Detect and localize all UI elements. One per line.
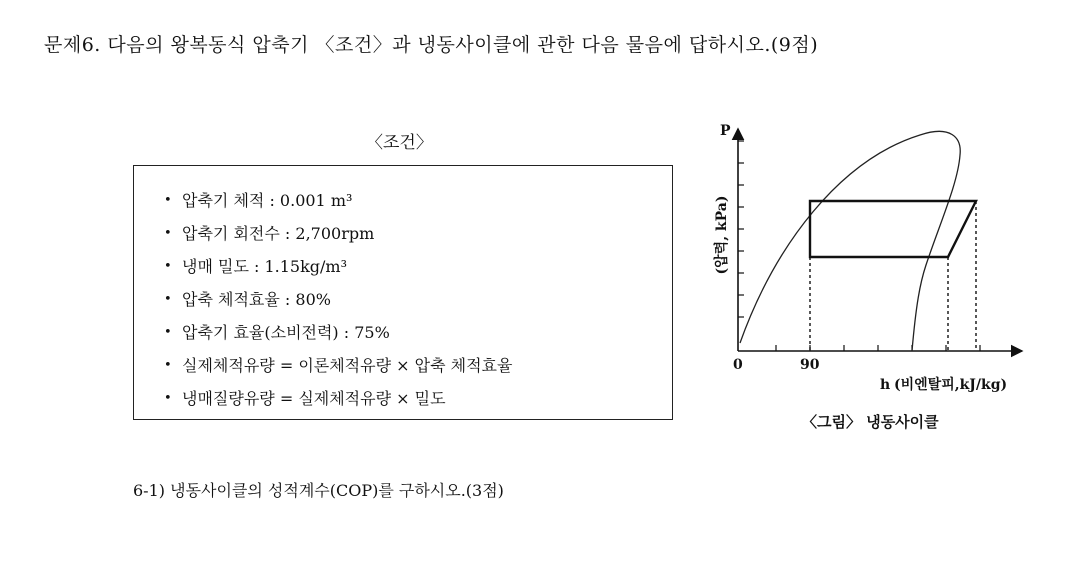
condition-text: 냉매 밀도 : 1.15kg/m³ bbox=[182, 257, 348, 276]
bullet-icon: • bbox=[164, 226, 172, 241]
condition-text: 냉매질량유량 = 실제체적유량 × 밀도 bbox=[182, 389, 446, 408]
y-axis-ticks bbox=[738, 141, 744, 317]
figure-caption: 〈그림〉 냉동사이클 bbox=[802, 413, 939, 431]
saturation-dome-curve bbox=[740, 131, 960, 351]
bullet-icon: • bbox=[164, 193, 172, 208]
condition-item bbox=[164, 316, 672, 349]
refrigeration-cycle-diagram bbox=[700, 115, 1040, 445]
bullet-icon: • bbox=[164, 391, 172, 406]
bullet-icon: • bbox=[164, 259, 172, 274]
condition-text: 압축 체적효율 : 80% bbox=[182, 290, 331, 309]
y-axis-label: P bbox=[720, 123, 731, 139]
condition-item bbox=[164, 217, 672, 250]
condition-text: 압축기 체적 : 0.001 m³ bbox=[182, 191, 353, 210]
conditions-box bbox=[133, 165, 673, 420]
bullet-icon: • bbox=[164, 292, 172, 307]
condition-item bbox=[164, 250, 672, 283]
condition-text: 압축기 효율(소비전력) : 75% bbox=[182, 323, 390, 342]
x-axis-ticks bbox=[776, 345, 980, 351]
conditions-heading: 〈조건〉 bbox=[366, 133, 433, 153]
condition-text: 압축기 회전수 : 2,700rpm bbox=[182, 224, 375, 243]
condition-item bbox=[164, 283, 672, 316]
origin-label: 0 bbox=[733, 357, 743, 373]
y-axis-unit: (압력, kPa) bbox=[714, 195, 730, 275]
question-title: 문제6. 다음의 왕복동식 압축기 〈조건〉과 냉동사이클에 관한 다음 물음에 답하시오.(9점) bbox=[44, 34, 819, 56]
bullet-icon: • bbox=[164, 325, 172, 340]
bullet-icon: • bbox=[164, 358, 172, 373]
condition-item bbox=[164, 184, 672, 217]
condition-item bbox=[164, 349, 672, 382]
condition-text: 실제체적유량 = 이론체적유량 × 압축 체적효율 bbox=[182, 356, 513, 375]
x-tick-label: 90 bbox=[800, 357, 820, 373]
refrigeration-cycle-path bbox=[810, 201, 976, 257]
conditions-list bbox=[134, 166, 672, 415]
condition-item bbox=[164, 382, 672, 415]
subquestion-text: 6-1) 냉동사이클의 성적계수(COP)를 구하시오.(3점) bbox=[133, 481, 504, 500]
x-axis-unit: (비엔탈피,kJ/kg) bbox=[894, 377, 1008, 393]
x-axis-label: h bbox=[880, 377, 891, 393]
